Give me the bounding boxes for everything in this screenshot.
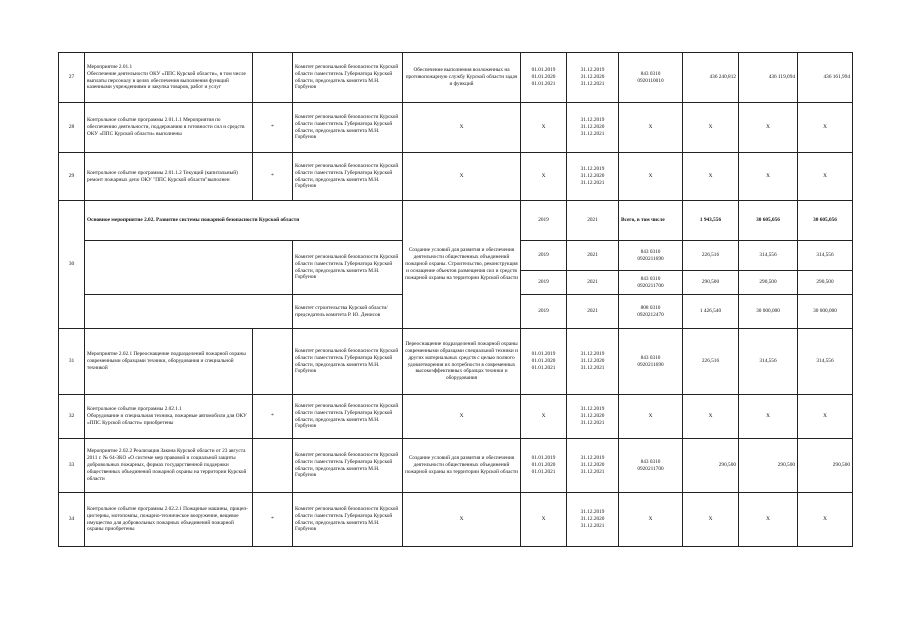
start-date: 2019	[521, 241, 567, 271]
expected-result: Переоснащение подразделений пожарной охраны современными образцами специальной техники и других материальных средств с целью полного удовлетворения их потребности в современных высокоэффективных образцах техники и оборудования	[403, 329, 521, 395]
budget-code: Всего, в том числе	[619, 201, 683, 241]
event-name: Контрольное событие программы 2.01.1.2 Текущий (капитальный) ремонт пожарных депо ОКУ "ППС Курской области"выполнен	[85, 153, 253, 201]
row-number: 31	[59, 329, 85, 395]
amount-2020: 314,556	[739, 241, 798, 271]
amount-2019: X	[683, 493, 739, 547]
executor: Комитет региональной безопасности Курской области /заместитель Губернатора Курской области, председатель комитета М.Н. Горбунов	[293, 153, 403, 201]
budget-code: 843 0310 0920211690	[619, 241, 683, 271]
table-row	[59, 439, 853, 493]
amount-2021: 314,556	[798, 329, 853, 395]
amount-2019: 1 943,556	[683, 201, 739, 241]
end-date: 31.12.2019 31.12.2020 31.12.2021	[567, 493, 619, 547]
end-date: 2021	[567, 295, 619, 329]
event-name: Мероприятие 2.01.1 Обеспечение деятельности ОКУ «ППС Курской области», в том числе выплаты персоналу в целях обеспечения выполнения функций казенными учреждениями и закупка товаров, работ и услуг	[85, 53, 253, 103]
end-date: 31.12.2019 31.12.2020 31.12.2021	[567, 439, 619, 493]
amount-2021: X	[798, 153, 853, 201]
amount-2019: 436 240,812	[683, 53, 739, 103]
row-number: 32	[59, 395, 85, 439]
amount-2021: X	[798, 103, 853, 153]
start-date: 2019	[521, 271, 567, 295]
amount-2019: 290,500	[683, 439, 739, 493]
executor: Комитет строительства Курской области/ председатель комитета Р. Ю. Денисов	[293, 295, 403, 329]
start-date: 01.01.2019 01.01.2020 01.01.2021	[521, 329, 567, 395]
amount-2020: 436 119,094	[739, 53, 798, 103]
budget-code: X	[619, 103, 683, 153]
amount-2020: 30 605,056	[739, 201, 798, 241]
budget-code: X	[619, 493, 683, 547]
control-mark: *	[253, 153, 293, 201]
control-mark: *	[253, 493, 293, 547]
expected-result: X	[403, 153, 521, 201]
table-row	[59, 395, 853, 439]
amount-2021: X	[798, 493, 853, 547]
amount-2019: 226,516	[683, 241, 739, 271]
amount-2020: X	[739, 395, 798, 439]
row-number: 28	[59, 103, 85, 153]
event-name: Основное мероприятие 2.02. Развитие системы пожарной безопасности Курской области	[85, 201, 403, 241]
amount-2021: 436 161,994	[798, 53, 853, 103]
end-date: 2021	[567, 271, 619, 295]
budget-code: 843 0310 0920211690	[619, 329, 683, 395]
amount-2020: 290,500	[739, 271, 798, 295]
expected-result: X	[403, 493, 521, 547]
start-date: X	[521, 103, 567, 153]
event-name: Контрольное событие программы 2.02.2.1 Пожарные машины, прицеп-цистерны, мотопомпы, пожарно-техническое вооружение, вещевое имущество для добровольных пожарных объединений пожарной охраны приобретены	[85, 493, 253, 547]
row-number: 30	[59, 201, 85, 329]
event-name: Мероприятие 2.02.1 Переоснащение подразделений пожарной охраны современными образцами техники, оборудования и специальной техникой	[85, 329, 253, 395]
expected-result: Создание условий для развития и обеспечения деятельности общественных объединений пожарной охраны. Строительство, реконструкция и оснащение объектов размещения сил и средств пожарной охраны на территории Курской области	[403, 201, 521, 329]
row-number: 34	[59, 493, 85, 547]
event-name: Контрольное событие программы 2.02.1.1 Оборудование и специальная техника, пожарные автомобили для ОКУ «ППС Курской области» приобретены	[85, 395, 253, 439]
budget-code: 808 0310 0920212470	[619, 295, 683, 329]
start-date: X	[521, 493, 567, 547]
executor: Комитет региональной безопасности Курской области /заместитель Губернатора Курской области, председатель комитета М.Н. Горбунов	[293, 329, 403, 395]
budget-code: 843 0310 0920211700	[619, 271, 683, 295]
event-name: Мероприятие 2.02.2 Реализация Закона Курской области от 23 августа 2011 г. № 64-ЗКО «О системе мер правовой и социальной защиты добровольных пожарных, формах государственной поддержки общественных объединений пожарной охраны на территории Курской области	[85, 439, 253, 493]
executor: Комитет региональной безопасности Курской области /заместитель Губернатора Курской области, председатель комитета М.Н. Горбунов	[293, 241, 403, 295]
amount-2019: X	[683, 153, 739, 201]
end-date: 31.12.2019 31.12.2020 31.12.2021	[567, 395, 619, 439]
table-row	[59, 53, 853, 103]
control-mark: *	[253, 395, 293, 439]
amount-2019: X	[683, 395, 739, 439]
start-date: X	[521, 395, 567, 439]
amount-2020: 290,500	[739, 439, 798, 493]
amount-2021: 30 605,056	[798, 201, 853, 241]
table-row	[59, 153, 853, 201]
start-date: 2019	[521, 201, 567, 241]
row-number: 29	[59, 153, 85, 201]
budget-code: 843 0310 0920211700	[619, 439, 683, 493]
end-date: 31.12.2019 31.12.2020 31.12.2021	[567, 329, 619, 395]
control-mark	[253, 53, 293, 103]
amount-2021: 314,556	[798, 241, 853, 271]
row-number: 33	[59, 439, 85, 493]
control-mark	[253, 439, 293, 493]
amount-2020: 314,556	[739, 329, 798, 395]
start-date: 01.01.2019 01.01.2020 01.01.2021	[521, 53, 567, 103]
event-name: Контрольное событие программы 2.01.1.1 Мероприятия по обеспечению деятельности, поддержанию в готовности сил и средств ОКУ «ППС Курской области» выполнены	[85, 103, 253, 153]
start-date: 2019	[521, 295, 567, 329]
end-date: 31.12.2019 31.12.2020 31.12.2021	[567, 103, 619, 153]
executor: Комитет региональной безопасности Курской области /заместитель Губернатора Курской области, председатель комитета М.Н. Горбунов	[293, 493, 403, 547]
expected-result: Создание условий для развития и обеспечения деятельности общественных объединений пожарной охраны на территории Курской области	[403, 439, 521, 493]
control-mark	[253, 329, 293, 395]
table-row	[59, 329, 853, 395]
budget-code: 843 0310 0920110010	[619, 53, 683, 103]
executor: Комитет региональной безопасности Курской области /заместитель Губернатора Курской области, председатель комитета М.Н. Горбунов	[293, 439, 403, 493]
amount-2019: 226,516	[683, 329, 739, 395]
executor: Комитет региональной безопасности Курской области /заместитель Губернатора Курской области, председатель комитета М.Н. Горбунов	[293, 103, 403, 153]
row-number: 27	[59, 53, 85, 103]
table-row	[59, 493, 853, 547]
amount-2020: X	[739, 153, 798, 201]
budget-code: X	[619, 395, 683, 439]
start-date: 01.01.2019 01.01.2020 01.01.2021	[521, 439, 567, 493]
expected-result: Обеспечение выполнения возложенных на противопожарную службу Курской области задач и функций	[403, 53, 521, 103]
expected-result: X	[403, 395, 521, 439]
end-date: 2021	[567, 201, 619, 241]
expected-result: X	[403, 103, 521, 153]
end-date: 2021	[567, 241, 619, 271]
amount-2020: 30 000,000	[739, 295, 798, 329]
amount-2019: 1 426,540	[683, 295, 739, 329]
amount-2021: X	[798, 395, 853, 439]
amount-2021: 290,500	[798, 439, 853, 493]
end-date: 31.12.2019 31.12.2020 31.12.2021	[567, 153, 619, 201]
start-date: X	[521, 153, 567, 201]
control-mark: *	[253, 103, 293, 153]
amount-2019: X	[683, 103, 739, 153]
amount-2021: 30 000,000	[798, 295, 853, 329]
amount-2021: 290,500	[798, 271, 853, 295]
program-table	[58, 52, 853, 547]
table-row	[59, 201, 853, 241]
budget-code: X	[619, 153, 683, 201]
amount-2019: 290,500	[683, 271, 739, 295]
end-date: 31.12.2019 31.12.2020 31.12.2021	[567, 53, 619, 103]
table-row	[59, 103, 853, 153]
amount-2020: X	[739, 493, 798, 547]
amount-2020: X	[739, 103, 798, 153]
executor: Комитет региональной безопасности Курской области /заместитель Губернатора Курской области, председатель комитета М.Н. Горбунов	[293, 53, 403, 103]
executor: Комитет региональной безопасности Курской области /заместитель Губернатора Курской области, председатель комитета М.Н. Горбунов	[293, 395, 403, 439]
